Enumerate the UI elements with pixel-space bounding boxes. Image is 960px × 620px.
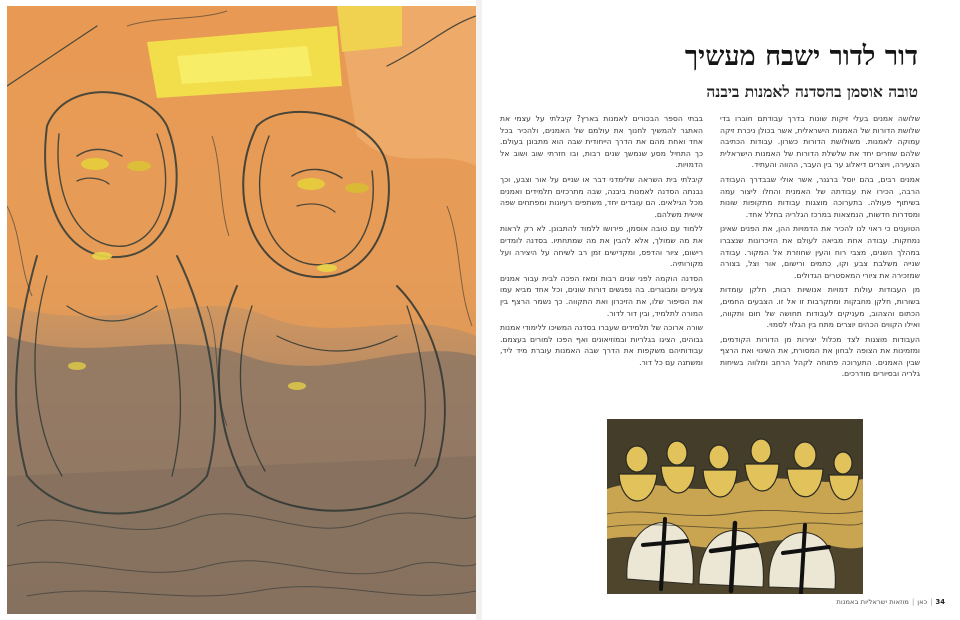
paragraph: קיבלתי בית השראה שלימדני דבר או שניים על אור וצבע, וכך נבנתה הסדנה לאמנות ביבנה, שבה מתרכזים תלמידים ואמנים מכל הגילאים. הם עובדים יחד, משתפים רעיונות ומפתחים שפה אישית משלהם.: [500, 174, 703, 219]
paragraph: מן העבודות עולות דמויות אנושיות רבות, חלקן עומדות בשורות, חלקן מחבקות ומתקרבות זו אל זו. הצבעים החמים, הכתום והצהוב, מעניקים לעבודות תחושה של חום ותקווה, ואילו הקווים הכהים יוצרים מתח בין הגלוי לסמוי.: [720, 285, 920, 330]
page-gutter: [476, 0, 482, 620]
article-title: דור לדור ישבח מעשיך: [684, 41, 918, 72]
left-artwork-image: [7, 6, 476, 614]
paragraph: אמנים רבים, בהם יוסל ברגנר, אשר אולי שבבדרך העבודה הרבה, הכירו את עבודתה של האמנית והחלו ליצור עמה בשיתוף פעולה. בתערוכה מוצגות עבודות מתקופות שונות ומסדרות חדשות, הנמצאות במרכז הגלריה בחלל אחד.: [720, 174, 920, 219]
text-column-left: [500, 113, 703, 413]
folio-page-number: 34: [935, 598, 945, 606]
paragraph: ללמוד עם טובה אוסמן, פירושו ללמוד להתבונן. לא רק לראות את מה שמולך, אלא להבין את מה שמתחתיו. בסדנה לומדים רישום, ציור והדפס, ומקדישים זמן רב לשיחה על היצירה ועל מקורותיה.: [500, 224, 703, 269]
folio-magazine-name: כאן: [917, 598, 928, 606]
paragraph: הסדנה הוקמה לפני שנים רבות ומאז הפכה לבית עבור אמנים צעירים ומבוגרים. בה נפגשים דורות שונים, וכל אחד מביא עמו את הסיפור שלו, את הזיכרון ואת התקווה. כך נשמר הרצף בין המורה לתלמיד, ובין דור לדור.: [500, 273, 703, 318]
article-subtitle: טובה אוסמן בהסדנה לאמנות ביבנה: [706, 82, 918, 101]
folio-section-name: מוזאות ישראליות באמנות: [836, 598, 909, 606]
paragraph: העבודות מוצגות לצד מכלול יצירות מן הדורות הקודמים, ומזמינות את הצופה לבחון את המסורת, את השינוי ואת הרצף שבין האמנים. התערוכה פתוחה לקהל הרחב ומלווה בשיחות גלריה ובסיורים מודרכים.: [720, 334, 920, 379]
paragraph: שלושה אמנים בעלי זיקות שונות בדרך עבודתם חוברו בדי שלושת הדורות של האמנות הישראלית, אשר בכולן ניכרת זיקה עמוקה לאמנות. משולושת הדורות כשרון. עבודות הכתיבה שלהם שוזרים יחד את שלשלת הדורות של האמנות הישראלית הצעירה, ויוצרים דיאלוג ער בין העבר, ההווה והעתיד.: [720, 114, 920, 170]
bottom-artwork-image: [607, 419, 863, 594]
paragraph: בבתי הספר הבכורים לאמנות בארץ? קיבלתי על עצמי את האתגר להמשיך לחנוך את עולמם של האמנים, ולהכיר בכל אחד ואחת מהם את הדרך הייחודית שבה הוא מתבונן בעולם. כך התחיל מסע שנמשך שנים רבות, ובו חזרתי שוב ושוב אל הדמויות.: [500, 114, 703, 170]
paragraph: שורה ארוכה של תלמידים שעברו בסדנה המשיכו ללימודי אמנות גבוהים, הציגו בגלריות ובמוזיאונים ואף הפכו למורים בעצמם. עבודותיהם משקפות את הדרך שבה האמנות עוברת מיד ליד, ומשתנה עם כל דור.: [500, 323, 703, 367]
paragraph: הטוענים כי ראוי לנו להכיר את הדמויות ההן, את הפנים שאינן נמחקות. עבודה אחת מביאה לעולם את הזיכרונות שנצברו במהלך השנים, מצבי רוח והעין שחוזרת אל המקור. עבודה שנייה משלבת צבע וקו, כתמים ורישום, אור וצל, בצורה שמזכירה את ציורי המאסטרים הגדולים.: [720, 224, 920, 280]
text-column-right: [720, 113, 920, 413]
page-footer: 34|כאן|מוזאות ישראליות באמנות: [836, 598, 945, 606]
